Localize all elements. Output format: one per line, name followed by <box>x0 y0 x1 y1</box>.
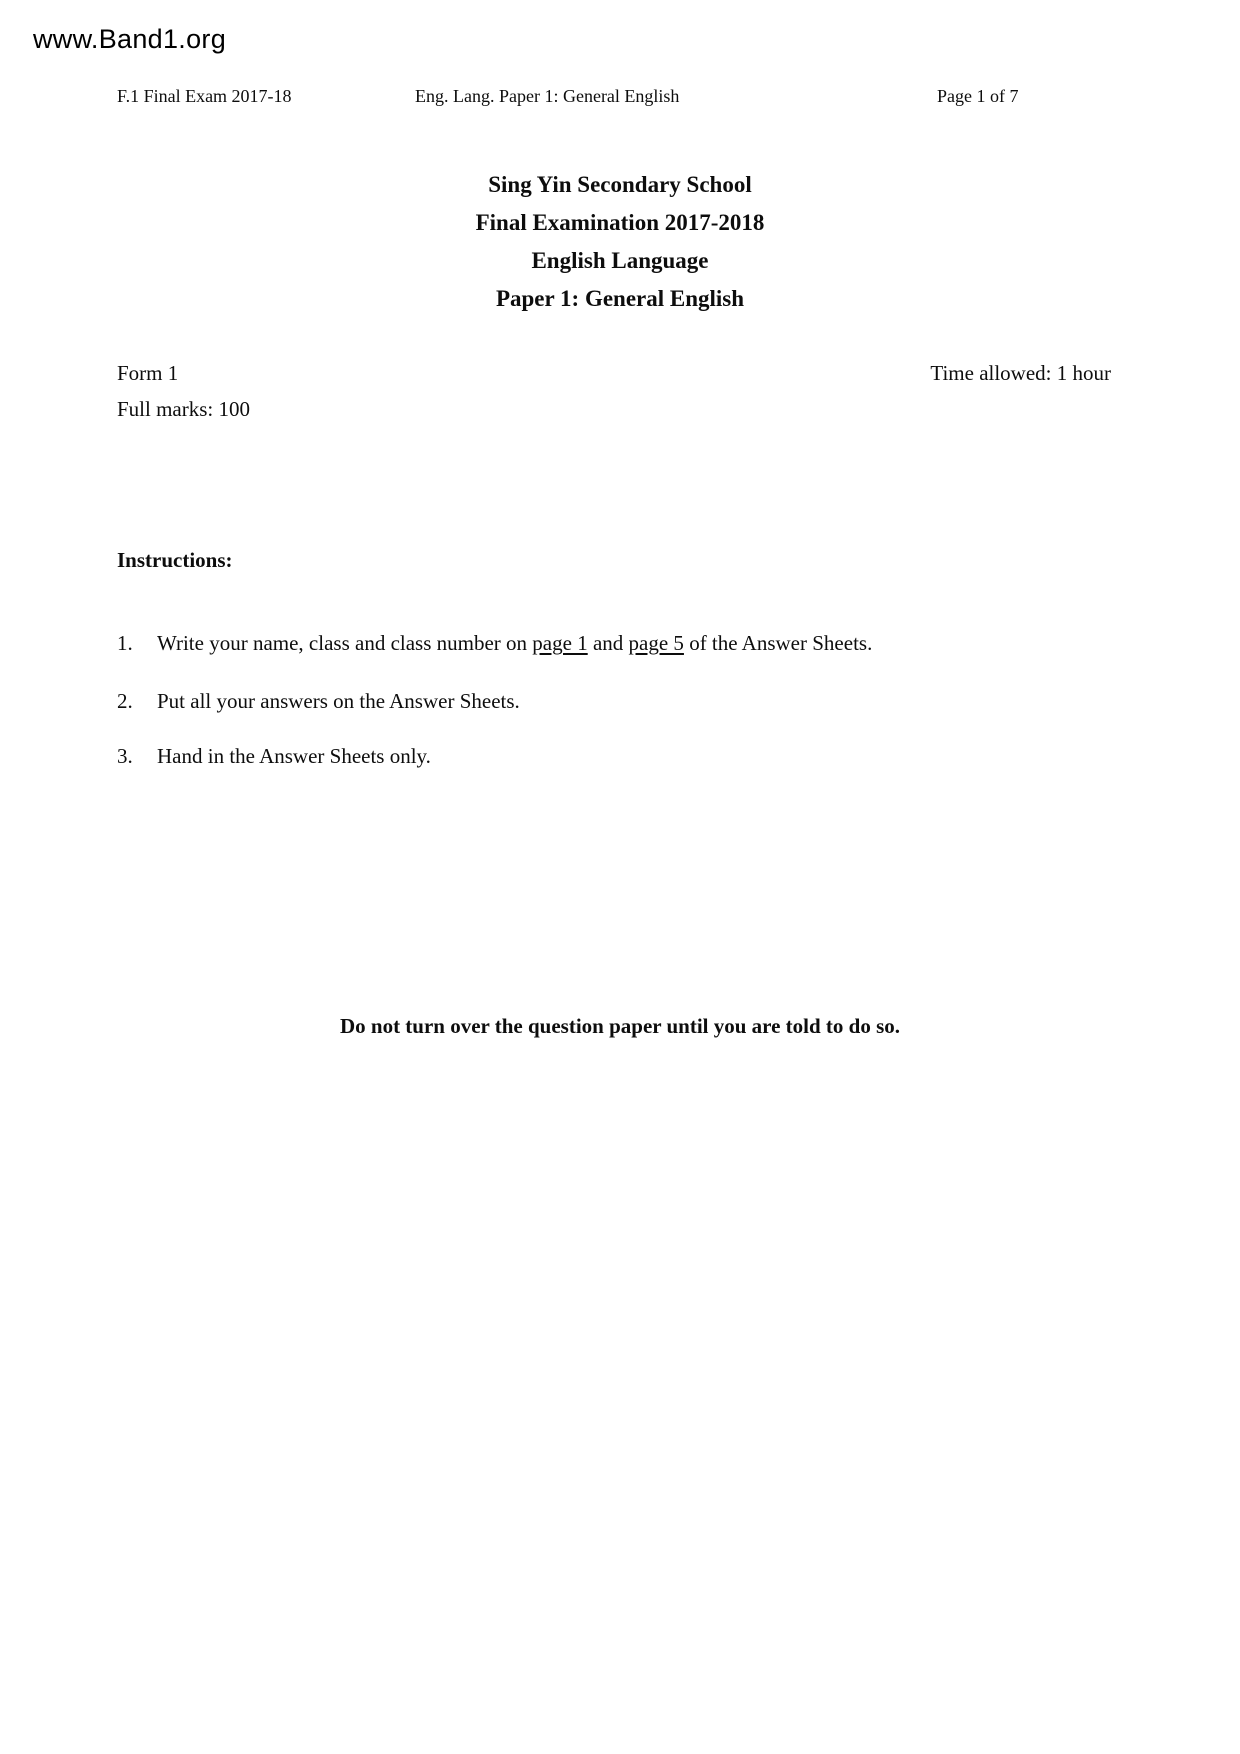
form-label: Form 1 <box>117 361 179 385</box>
instruction-item-2 <box>117 689 1117 714</box>
instruction-text: Put all your answers on the Answer Sheets. <box>157 689 520 713</box>
instruction-number: 1. <box>117 631 133 655</box>
exam-name: Final Examination 2017-2018 <box>475 210 765 235</box>
header-exam-label: F.1 Final Exam 2017-18 <box>117 86 292 106</box>
subject-name: English Language <box>531 248 709 273</box>
instruction-text-post: of the Answer Sheets. <box>683 631 873 655</box>
full-marks-label: Full marks: 100 <box>117 397 251 421</box>
header-paper-label: Eng. Lang. Paper 1: General English <box>415 86 680 106</box>
instruction-text: Hand in the Answer Sheets only. <box>157 744 431 768</box>
instruction-number: 2. <box>117 689 133 713</box>
instruction-text-pre: Write your name, class and class number on <box>157 631 533 655</box>
page-1-reference: page 1 <box>532 631 588 655</box>
page-5-reference: page 5 <box>628 631 684 655</box>
instructions-heading: Instructions: <box>117 548 233 572</box>
instruction-item-1 <box>117 631 1117 656</box>
site-watermark: www.Band1.org <box>33 24 227 54</box>
paper-name: Paper 1: General English <box>495 286 745 311</box>
instruction-text-mid: and <box>587 631 629 655</box>
school-name: Sing Yin Secondary School <box>488 172 752 197</box>
turn-over-notice: Do not turn over the question paper until you are told to do so. <box>339 1014 901 1038</box>
instruction-item-3 <box>117 744 1117 769</box>
instruction-number: 3. <box>117 744 133 768</box>
time-allowed-label: Time allowed: 1 hour <box>930 361 1111 385</box>
header-page-number: Page 1 of 7 <box>937 86 1019 106</box>
title-block <box>0 166 1240 318</box>
